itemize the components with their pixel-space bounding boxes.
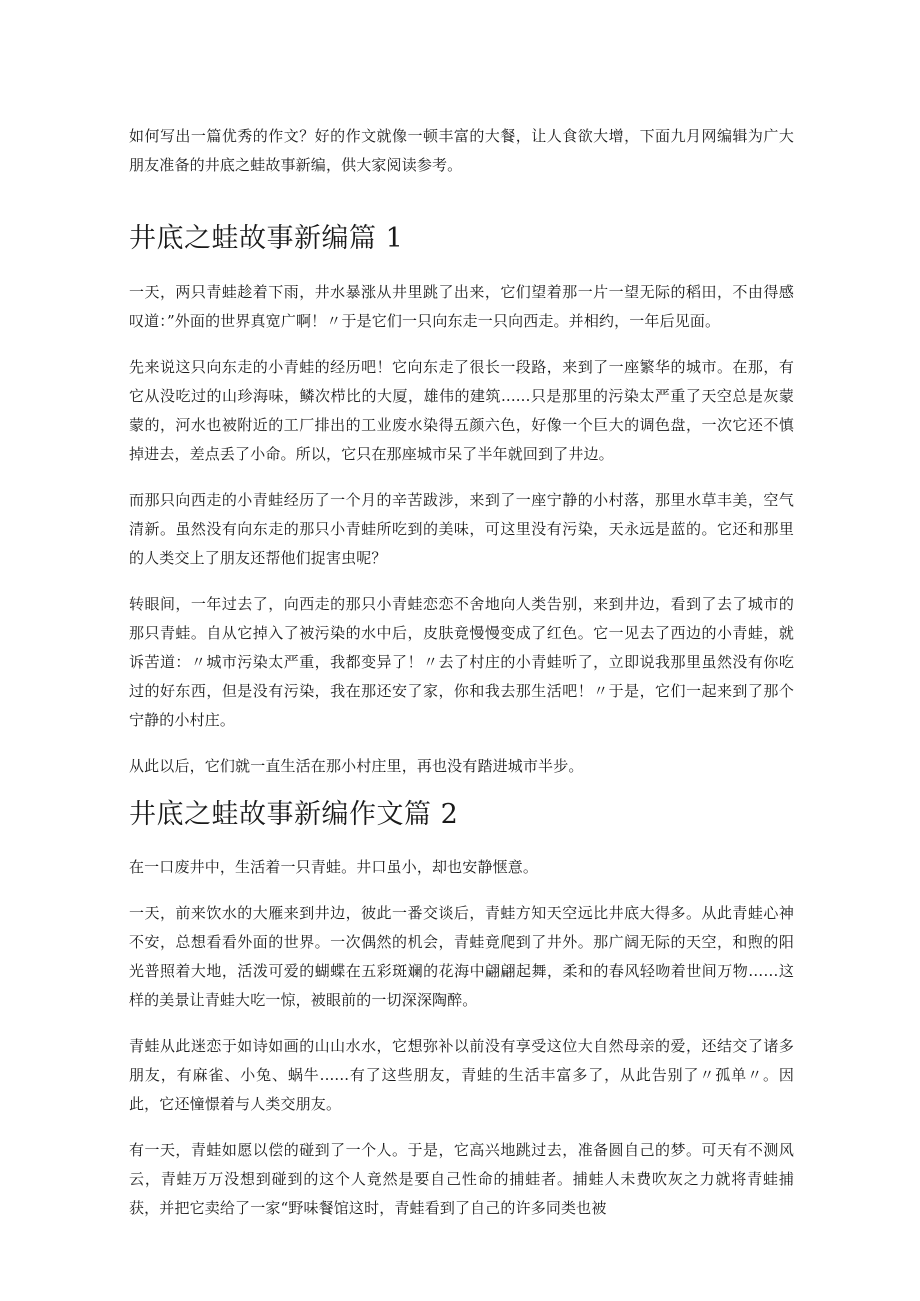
section-2-paragraph-1: 在一口废井中，生活着一只青蛙。井口虽小，却也安静惬意。 <box>129 858 539 876</box>
section-2-paragraph-3: 青蛙从此迷恋于如诗如画的山山水水，它想弥补以前没有享受这位大自然母亲的爱，还结交了诸多朋友，有麻雀、小兔、蜗牛......有了这些朋友，青蛙的生活丰富多了，从此告别了〃孤单〃。因此，它还憧憬着与人类交朋友。 <box>129 1037 794 1113</box>
section-1-paragraph-4: 转眼间，一年过去了，向西走的那只小青蛙恋恋不舍地向人类告别，来到井边，看到了去了城市的那只青蛙。自从它掉入了被污染的水中后，皮肤竟慢慢变成了红色。它一见去了西边的小青蛙，就诉苦道：〃城市污染太严重，我都变异了！〃去了村庄的小青蛙听了，立即说我那里虽然没有你吃过的好东西，但是没有污染，我在那还安了家，你和我去那生活吧！〃于是，它们一起来到了那个宁静的小村庄。 <box>129 595 794 729</box>
document-body <box>129 122 794 1240</box>
section-1-title: 井底之蛙故事新编篇 1 <box>129 223 404 254</box>
section-1-paragraph-3: 而那只向西走的小青蛙经历了一个月的辛苦跋涉，来到了一座宁静的小村落，那里水草丰美，空气清新。虽然没有向东走的那只小青蛙所吃到的美味，可这里没有污染，天永远是蓝的。它还和那里的人类交上了朋友还帮他们捉害虫呢？ <box>129 491 794 567</box>
intro-paragraph: 如何写出一篇优秀的作文？好的作文就像一顿丰富的大餐，让人食欲大增，下面九月网编辑为广大朋友准备的井底之蛙故事新编，供大家阅读参考。 <box>129 127 794 174</box>
section-2 <box>129 798 794 1223</box>
section-1-paragraph-5: 从此以后，它们就一直生活在那小村庄里，再也没有踏进城市半步。 <box>129 757 584 775</box>
section-2-paragraph-4: 有一天，青蛙如愿以偿的碰到了一个人。于是，它高兴地跳过去，准备圆自己的梦。可天有不测风云，青蛙万万没想到碰到的这个人竟然是要自己性命的捕蛙者。捕蛙人未费吹灰之力就将青蛙捕获，并把它卖给了一家“野味餐馆这时，青蛙看到了自己的许多同类也被 <box>129 1141 794 1217</box>
section-2-title: 井底之蛙故事新编作文篇 2 <box>129 799 459 830</box>
section-1-paragraph-2: 先来说这只向东走的小青蛙的经历吧！它向东走了很长一段路，来到了一座繁华的城市。在那，有它从没吃过的山珍海味，鳞次栉比的大厦，雄伟的建筑......只是那里的污染太严重了天空总是灰蒙蒙的，河水也被附近的工厂排出的工业废水染得五颜六色，好像一个巨大的调色盘，一次它还不慎掉进去，差点丢了小命。所以，它只在那座城市呆了半年就回到了井边。 <box>129 358 794 463</box>
section-2-paragraph-2: 一天，前来饮水的大雁来到井边，彼此一番交谈后，青蛙方知天空远比井底大得多。从此青蛙心神不安，总想看看外面的世界。一次偶然的机会，青蛙竟爬到了井外。那广阔无际的天空，和煦的阳光普照着大地，活泼可爱的蝴蝶在五彩斑斓的花海中翩翩起舞，柔和的春风轻吻着世间万物……这样的美景让青蛙大吃一惊，被眼前的一切深深陶醉。 <box>129 904 794 1009</box>
section-1 <box>129 222 794 781</box>
section-1-paragraph-1: 一天，两只青蛙趁着下雨，井水暴涨从井里跳了出来，它们望着那一片一望无际的稻田，不由得感叹道：”外面的世界真宽广啊！〃于是它们一只向东走一只向西走。并相约，一年后见面。 <box>129 283 794 330</box>
